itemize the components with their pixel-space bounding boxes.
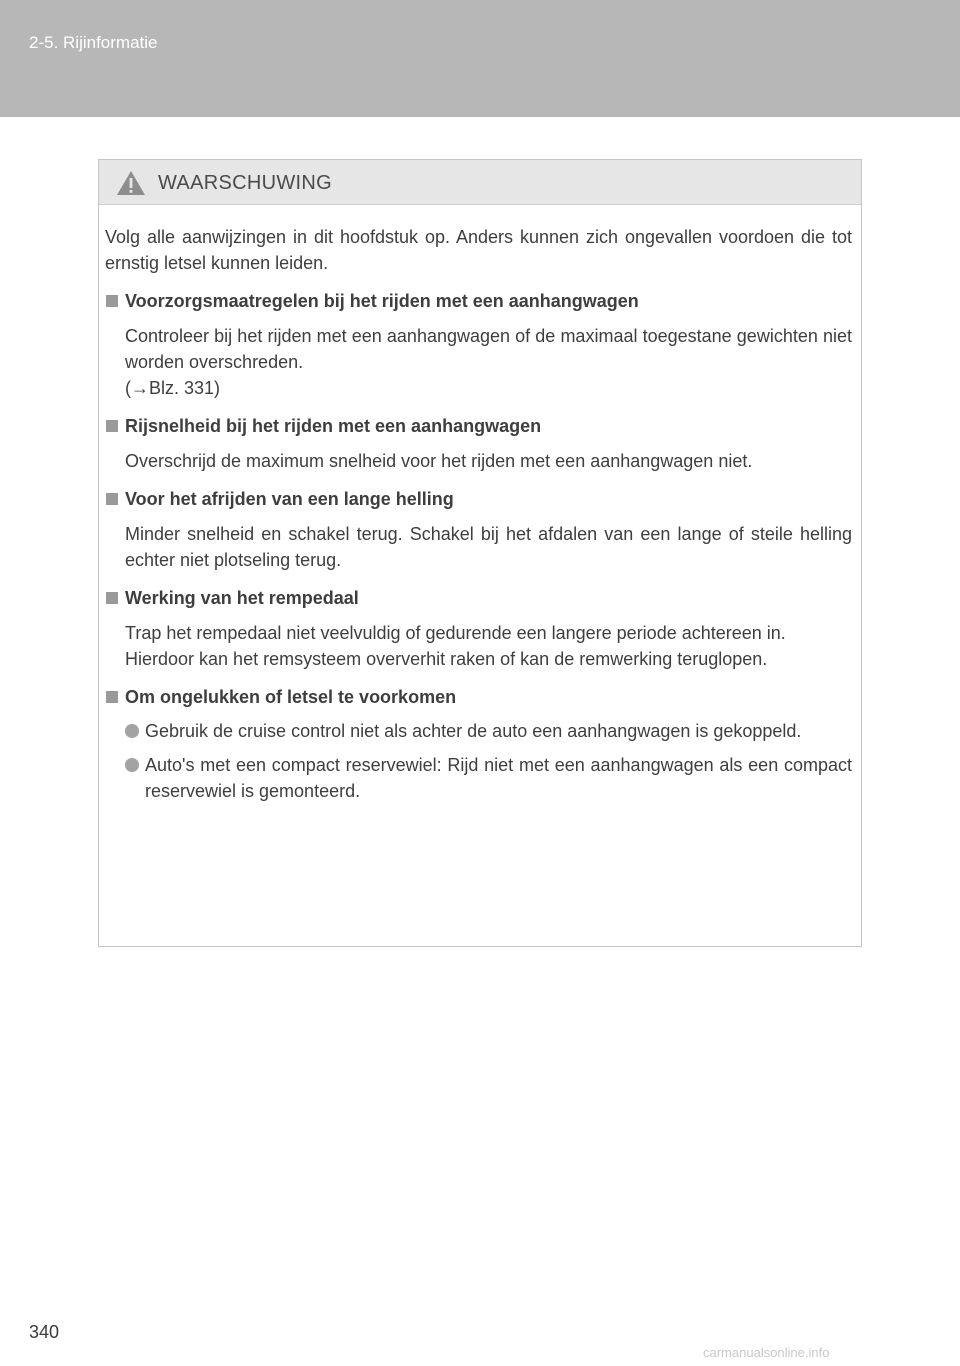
list-item: Auto's met een compact reservewiel: Rijd niet met een aanhangwagen als een compact reservewiel is gemonteerd. xyxy=(105,752,852,804)
section-heading: Werking van het rempedaal xyxy=(105,585,852,611)
square-bullet-icon xyxy=(106,295,118,307)
warning-header xyxy=(99,160,861,205)
page-number: 340 xyxy=(29,1322,60,1342)
section-text: Trap het rempedaal niet veelvuldig of gedurende een langere periode achtereen in. Hierdoor kan het remsysteem oververhit raken of kan de remwerking teruglopen. xyxy=(125,623,786,669)
section-heading: Voorzorgsmaatregelen bij het rijden met een aanhangwagen xyxy=(105,288,852,314)
round-bullet-icon xyxy=(125,724,139,738)
section-heading: Voor het afrijden van een lange helling xyxy=(105,486,852,512)
section-heading: Om ongelukken of letsel te voorkomen xyxy=(105,684,852,710)
header-band xyxy=(0,0,960,117)
square-bullet-icon xyxy=(106,420,118,432)
round-bullet-icon xyxy=(125,758,139,772)
section-text: Controleer bij het rijden met een aanhangwagen of de maximaal toegestane gewichten niet worden overschreden. (→Blz. 331) xyxy=(105,323,852,401)
square-bullet-icon xyxy=(106,592,118,604)
warning-intro: Volg alle aanwijzingen in dit hoofdstuk op. Anders kunnen zich ongevallen voordoen die tot ernstig letsel kunnen leiden. xyxy=(105,227,852,273)
list-item: Gebruik de cruise control niet als achter de auto een aanhangwagen is gekoppeld. xyxy=(105,718,852,744)
section-heading: Rijsnelheid bij het rijden met een aanhangwagen xyxy=(105,413,852,439)
watermark: carmanualsonline.info xyxy=(703,1345,830,1360)
section-text: Minder snelheid en schakel terug. Schakel bij het afdalen van een lange of steile helling echter niet plotseling terug. xyxy=(125,524,852,570)
warning-box xyxy=(98,159,862,947)
section-text: Overschrijd de maximum snelheid voor het rijden met een aanhangwagen niet. xyxy=(125,451,753,471)
page-reference: (→Blz. 331) xyxy=(125,378,221,398)
section-label: 2-5. Rijinformatie xyxy=(29,33,158,52)
warning-title: WAARSCHUWING xyxy=(158,172,332,194)
square-bullet-icon xyxy=(106,493,118,505)
warning-triangle-icon xyxy=(116,170,146,196)
square-bullet-icon xyxy=(106,691,118,703)
warning-body xyxy=(99,205,861,804)
